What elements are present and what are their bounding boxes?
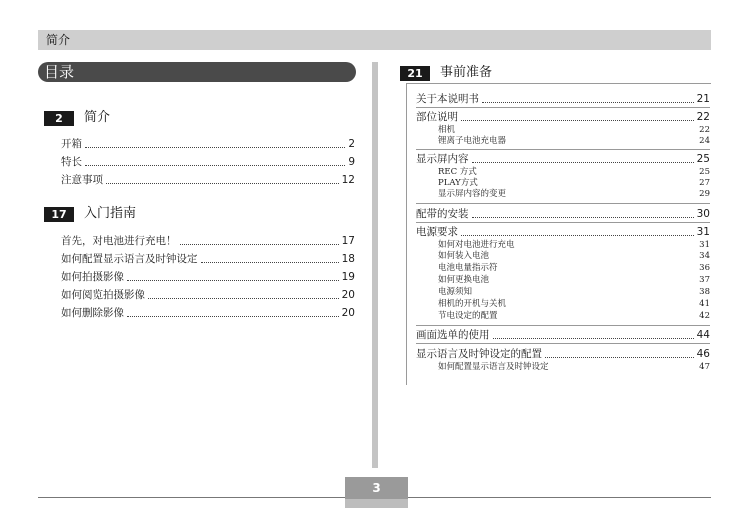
entry-separator (416, 203, 710, 204)
toc-subentry-text: 电池电量指示符 (438, 263, 498, 273)
toc-entry[interactable] (416, 328, 710, 342)
entry-separator (416, 149, 710, 150)
toc-subentry-text: 显示屏内容的变更 (438, 189, 507, 199)
toc-subentry[interactable] (438, 311, 710, 322)
toc-entry-page: 20 (341, 307, 355, 319)
dot-leader (127, 316, 339, 317)
section-title: 入门指南 (84, 206, 137, 221)
toc-entry-page: 20 (341, 289, 355, 301)
toc-subentry-page: 34 (699, 251, 710, 261)
toc-entry[interactable] (416, 110, 710, 124)
toc-entry[interactable] (61, 155, 355, 169)
toc-subentry[interactable] (438, 189, 710, 200)
toc-entry[interactable] (61, 137, 355, 151)
toc-entry[interactable] (416, 207, 710, 221)
toc-subentry[interactable] (438, 287, 710, 298)
dot-leader (180, 244, 339, 245)
toc-subentry-text: 如何对电池进行充电 (438, 240, 515, 250)
toc-subentry-page: 42 (699, 311, 710, 321)
section-title: 事前准备 (440, 65, 493, 80)
section-number-badge: 2 (44, 111, 74, 126)
toc-entry-text: 部位说明 (416, 111, 458, 123)
toc-entry-page: 31 (696, 226, 710, 238)
toc-subentry-text: 相机 (438, 125, 456, 135)
section-title: 简介 (84, 110, 111, 125)
toc-entry-page: 46 (696, 348, 710, 360)
toc-entry-page: 18 (341, 253, 355, 265)
toc-entry-page: 17 (341, 235, 355, 247)
dot-leader (472, 162, 694, 163)
toc-entry-text: 配带的安装 (416, 208, 469, 220)
toc-entry-text: 电源要求 (416, 226, 458, 238)
entry-separator (416, 343, 710, 344)
section-number-badge: 21 (400, 66, 430, 81)
toc-subentry-page: 22 (699, 125, 710, 135)
toc-entry-text: 注意事项 (61, 174, 103, 186)
toc-subentry-page: 36 (699, 263, 710, 273)
toc-subentry-text: 电源须知 (438, 287, 473, 297)
dot-leader (482, 102, 694, 103)
toc-subentry-page: 29 (699, 189, 710, 199)
toc-entry-text: 如何阅览拍摄影像 (61, 289, 145, 301)
dot-leader (148, 298, 339, 299)
toc-entry-text: 首先，对电池进行充电！ (61, 235, 177, 247)
toc-entry[interactable] (416, 347, 710, 361)
chapter-vertical-rule (406, 84, 407, 385)
toc-entry[interactable] (61, 270, 355, 284)
toc-entry-text: 如何删除影像 (61, 307, 124, 319)
toc-entry[interactable] (61, 234, 355, 248)
toc-entry[interactable] (416, 152, 710, 166)
toc-entry[interactable] (61, 173, 355, 187)
toc-subentry-page: 24 (699, 136, 710, 146)
toc-subentry-page: 25 (699, 167, 710, 177)
toc-title: 目录 (44, 63, 75, 81)
dot-leader (493, 338, 694, 339)
dot-leader (85, 165, 345, 166)
toc-entry-page: 2 (348, 138, 355, 150)
toc-entry-page: 22 (696, 111, 710, 123)
entry-separator (416, 222, 710, 223)
page-number-box (345, 477, 408, 499)
section-number-badge: 17 (44, 207, 74, 222)
toc-entry-text: 关于本说明书 (416, 93, 479, 105)
toc-subentry-text: 如何装入电池 (438, 251, 490, 261)
toc-subentry-page: 41 (699, 299, 710, 309)
toc-entry-text: 特长 (61, 156, 82, 168)
toc-subentry[interactable] (438, 362, 710, 373)
header-title: 简介 (46, 33, 71, 47)
toc-entry-page: 44 (696, 329, 710, 341)
toc-entry-page: 12 (341, 174, 355, 186)
toc-subentry[interactable] (438, 240, 710, 251)
toc-subentry-page: 27 (699, 178, 710, 188)
toc-entry-page: 21 (696, 93, 710, 105)
toc-entry-text: 显示屏内容 (416, 153, 469, 165)
toc-subentry-page: 37 (699, 275, 710, 285)
dot-leader (85, 147, 345, 148)
toc-entry-text: 画面选单的使用 (416, 329, 490, 341)
toc-entry[interactable] (61, 306, 355, 320)
toc-subentry[interactable] (438, 299, 710, 310)
dot-leader (545, 357, 694, 358)
toc-subentry[interactable] (438, 136, 710, 147)
toc-title-pill (38, 62, 356, 82)
toc-subentry[interactable] (438, 251, 710, 262)
toc-entry[interactable] (61, 288, 355, 302)
dot-leader (106, 183, 339, 184)
column-divider (372, 62, 378, 468)
toc-entry-page: 9 (348, 156, 355, 168)
toc-subentry-text: REC 方式 (438, 167, 477, 177)
toc-subentry-text: PLAY方式 (438, 178, 478, 188)
dot-leader (461, 120, 694, 121)
toc-entry-text: 如何拍摄影像 (61, 271, 124, 283)
toc-subentry-page: 47 (699, 362, 710, 372)
toc-entry-page: 30 (696, 208, 710, 220)
entry-separator (416, 107, 710, 108)
dot-leader (201, 262, 339, 263)
toc-subentry-text: 相机的开机与关机 (438, 299, 507, 309)
entry-separator (416, 325, 710, 326)
page-number-strip (345, 499, 408, 508)
toc-subentry-text: 锂离子电池充电器 (438, 136, 507, 146)
toc-entry-text: 如何配置显示语言及时钟设定 (61, 253, 198, 265)
toc-entry-text: 开箱 (61, 138, 82, 150)
toc-entry[interactable] (416, 225, 710, 239)
toc-subentry[interactable] (438, 125, 710, 136)
toc-entry[interactable] (416, 92, 710, 106)
toc-entry[interactable] (61, 252, 355, 266)
dot-leader (127, 280, 339, 281)
toc-subentry[interactable] (438, 167, 710, 178)
dot-leader (472, 217, 694, 218)
toc-subentry-page: 31 (699, 240, 710, 250)
toc-subentry-text: 节电设定的配置 (438, 311, 498, 321)
toc-entry-page: 19 (341, 271, 355, 283)
toc-subentry-text: 如何更换电池 (438, 275, 490, 285)
toc-subentry[interactable] (438, 263, 710, 274)
header-bar (38, 30, 711, 50)
toc-subentry-page: 38 (699, 287, 710, 297)
toc-subentry[interactable] (438, 275, 710, 286)
toc-entry-text: 显示语言及时钟设定的配置 (416, 348, 542, 360)
toc-entry-page: 25 (696, 153, 710, 165)
toc-subentry-text: 如何配置显示语言及时钟设定 (438, 362, 549, 372)
chapter-rule (406, 83, 711, 84)
page-number: 3 (372, 481, 381, 495)
dot-leader (461, 235, 694, 236)
toc-subentry[interactable] (438, 178, 710, 189)
